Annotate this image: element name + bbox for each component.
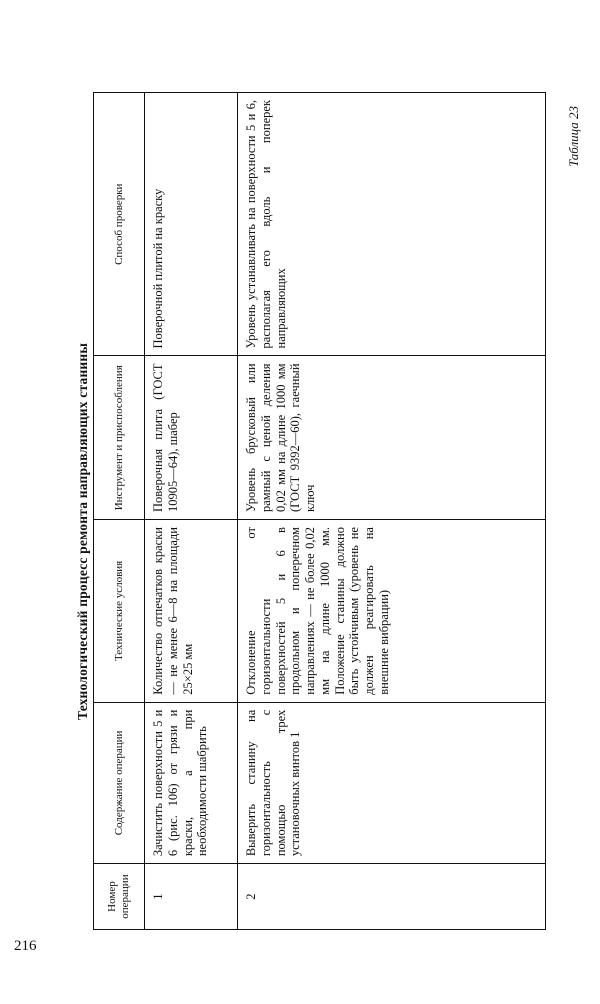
cell-number: 2 — [238, 864, 546, 930]
cell-conditions: Количество отпечатков краски — не менее 6—8 на площади 25×25 мм — [145, 520, 238, 703]
header-operation-number: Номер операции — [94, 864, 145, 930]
process-table — [93, 92, 546, 930]
cell-tool: Поверочная плита (ГОСТ 10905—64), шабер — [145, 356, 238, 520]
page-number: 216 — [14, 938, 37, 954]
cell-number: 1 — [145, 864, 238, 930]
table-row — [145, 93, 238, 930]
cell-method: Поверочной плитой на краску — [145, 93, 238, 356]
cell-conditions: Отклонение от горизонтальности поверхностей 5 и 6 в продольном и поперечном направлениях — не более 0,02 мм на длине 1000 мм. Положение станины должно быть устойчивым (уровень не должен реагировать на внешние вибрации) — [238, 520, 546, 703]
table-caption: Таблица 23 — [566, 105, 581, 167]
header-tools: Инструмент и приспособления — [94, 356, 145, 520]
cell-tool: Уровень брусковый или рамный с ценой деления 0,02 мм на длине 1000 мм (ГОСТ 9392—60), гаечный ключ — [238, 356, 546, 520]
cell-operation: Выверить станину на горизонтальность с помощью трех установочных винтов 1 — [238, 702, 546, 863]
table-row — [238, 93, 546, 930]
cell-method: Уровень устанавливать на поверхности 5 и 6, располагая его вдоль и поперек направляющих — [238, 93, 546, 356]
cell-operation: Зачистить поверхности 5 и 6 (рис. 106) от грязи и краски, а при необходимости шабрить — [145, 702, 238, 863]
header-check-method: Способ проверки — [94, 93, 145, 356]
header-technical-conditions: Технические условия — [94, 520, 145, 703]
header-operation-content: Содержание операции — [94, 702, 145, 863]
table-header-row — [94, 93, 145, 930]
running-title: Технологический процесс ремонта направляющих станины — [75, 342, 90, 720]
